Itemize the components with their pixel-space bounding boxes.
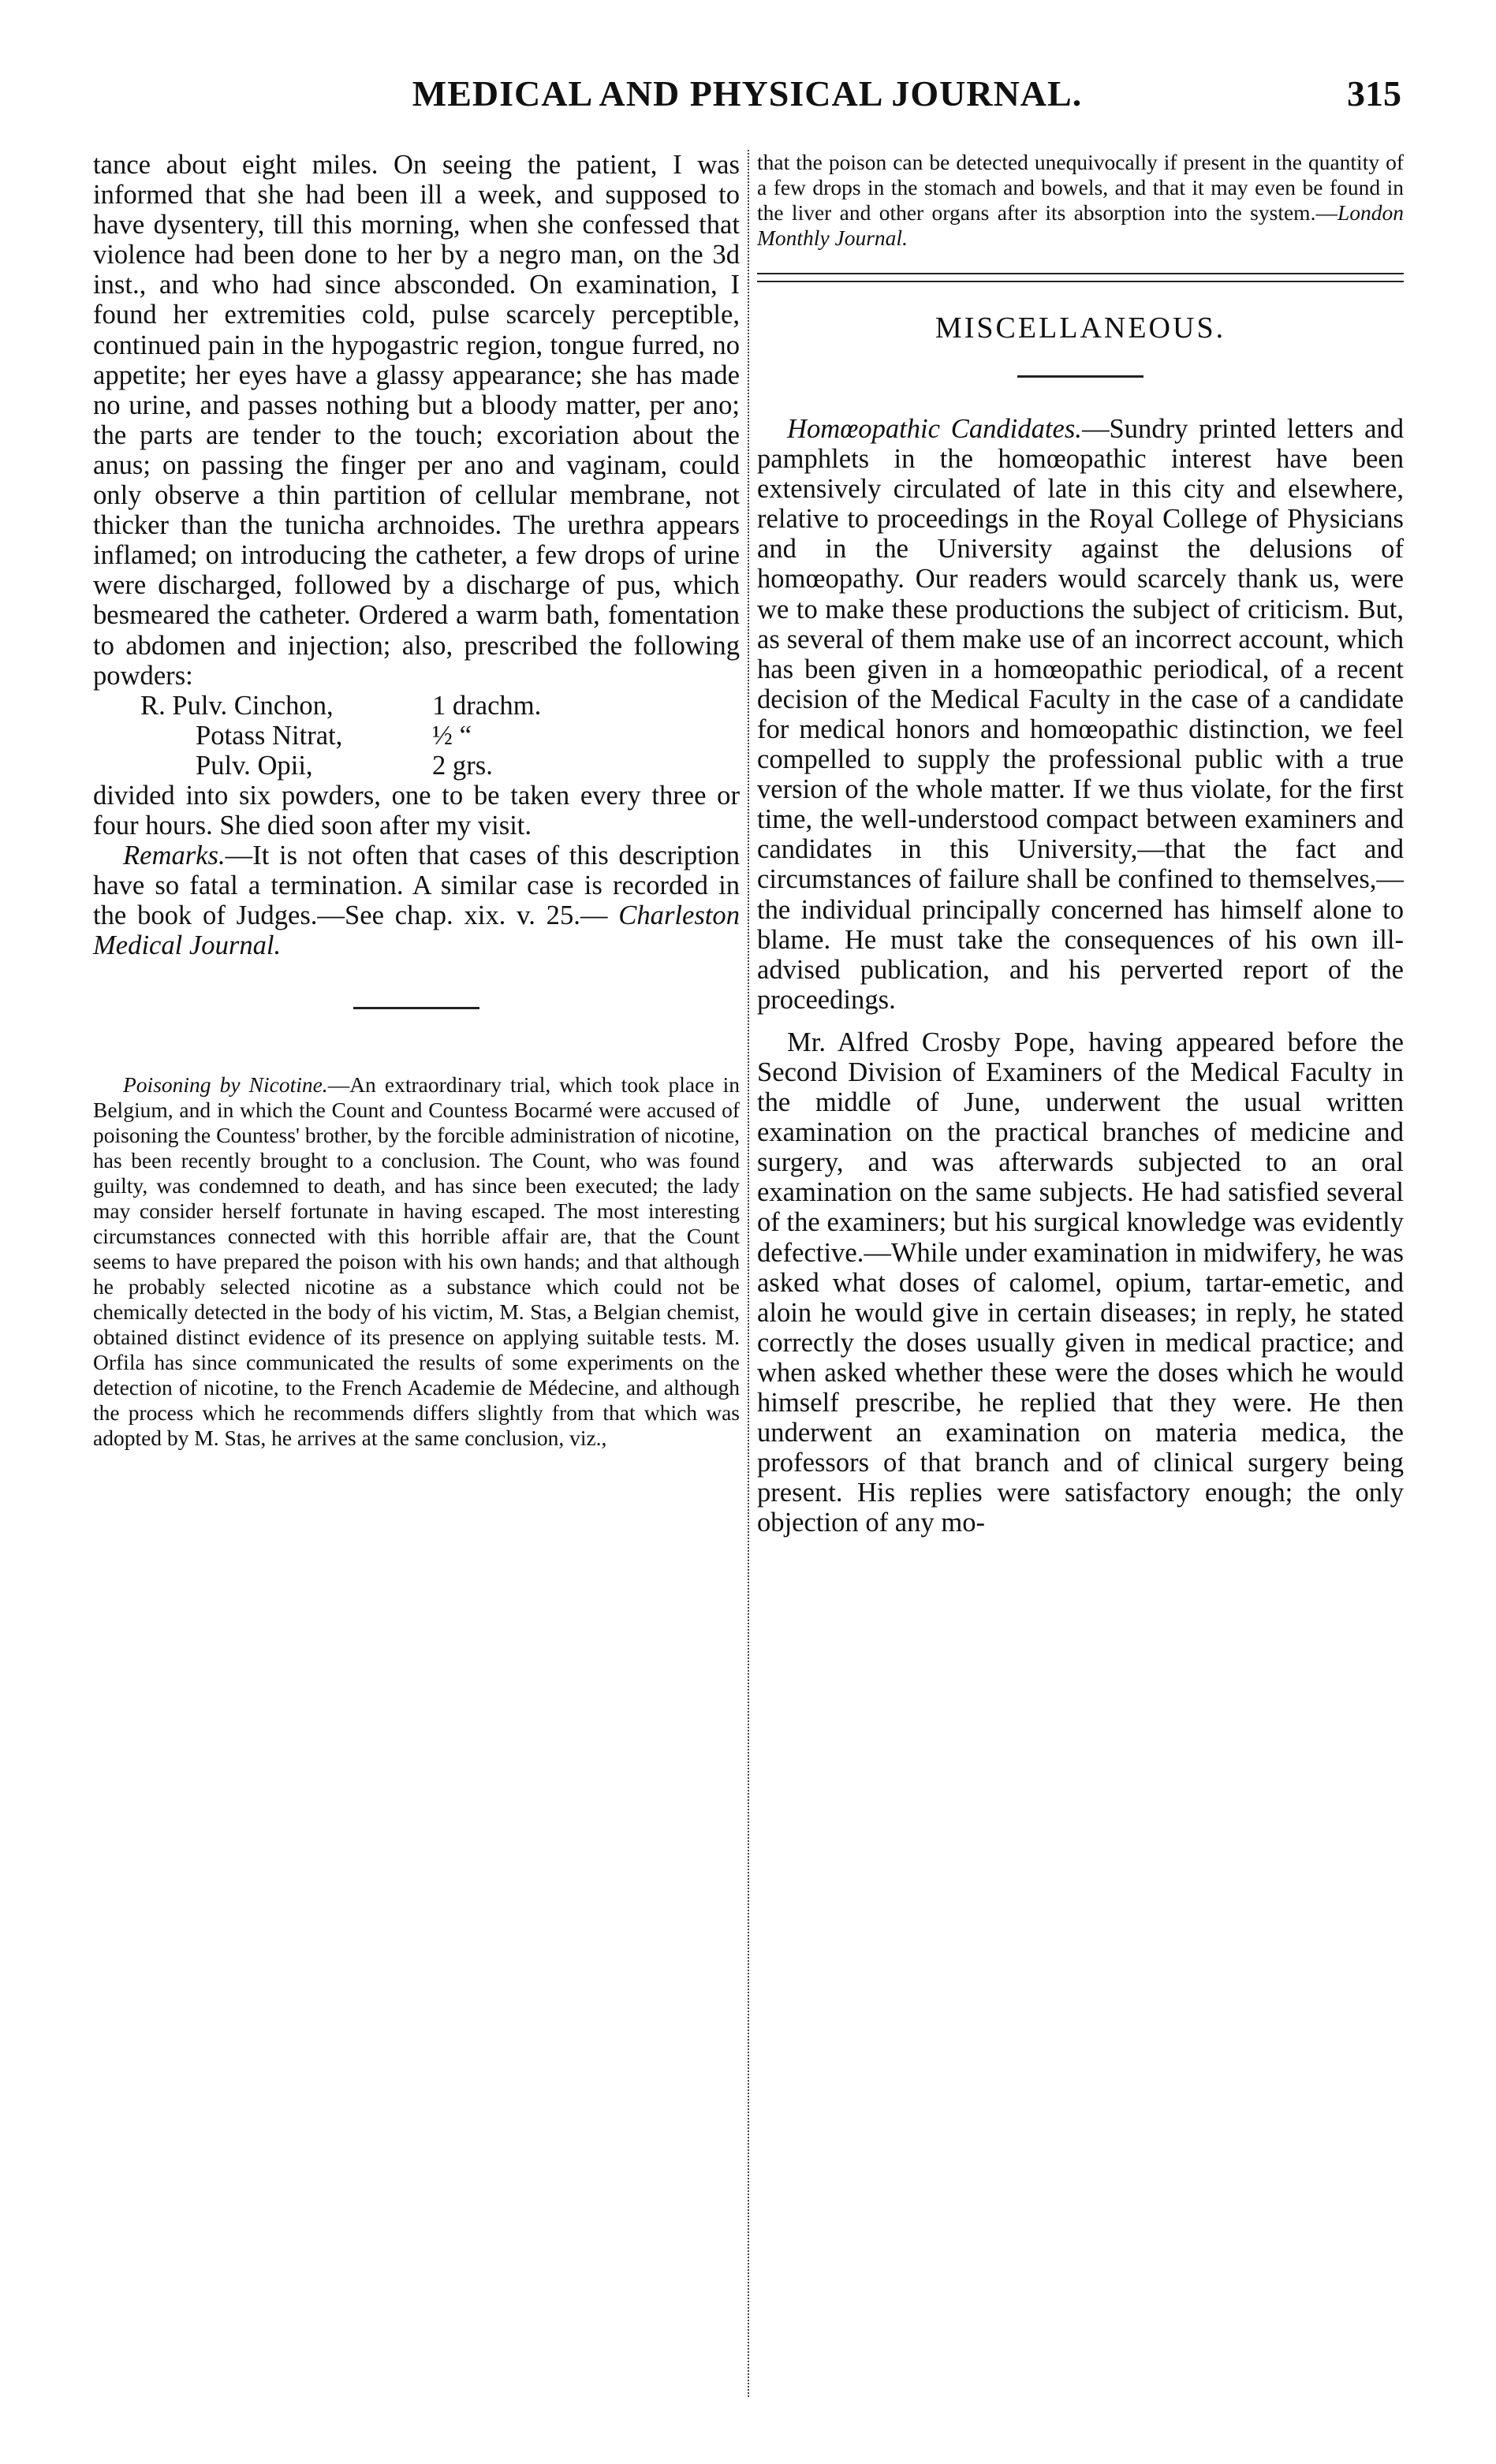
heading-divider: [1017, 375, 1143, 378]
section-heading: MISCELLANEOUS.: [935, 311, 1226, 345]
case-paragraph-2: divided into six powders, one to be taken every three or four hours. She died soon after my visit.: [93, 780, 740, 841]
column-rule: [748, 150, 749, 2397]
remarks-paragraph: [93, 841, 740, 960]
prescription-drug: R. Pulv. Cinchon,: [140, 690, 334, 721]
nicotine-text: —An extraordinary trial, which took place in Belgium, and in which the Count and Countess Bocarmé were accused of poisoning the Countess' brother, by the forcible administration of nicotine, has been recently brought to a conclusion. The Count, who was found guilty, was condemned to death, and has since been executed; the lady may consider herself fortunate in having escaped. The most interesting circumstances connected with this horrible affair are, that the Count seems to have prepared the poison with his own hands; and that although he probably selected nicotine as a substance which could not be chemically detected in the body of his victim, M. Stas, a Belgian chemist, obtained distinct evidence of its presence on applying suitable tests. M. Orfila has since communicated the results of some experiments on the detection of nicotine, to the French Academie de Médecine, and although the process which he recommends differs slightly from that which was adopted by M. Stas, he arrives at the same conclusion, viz.,: [93, 1072, 740, 1450]
nicotine-paragraph: [93, 1072, 740, 1451]
prescription-line: [93, 751, 740, 781]
homoeopathic-paragraph: [757, 414, 1404, 1015]
nicotine-continued-paragraph: [757, 150, 1404, 251]
prescription-dose: 2 grs.: [432, 750, 493, 781]
page-header: [93, 73, 1401, 128]
homoeopathic-title: Homœopathic Candidates.: [787, 414, 1082, 444]
nicotine-continued-text: that the poison can be detected unequivocally if present in the quantity of a few drops in the stomach and bowels, and that it may even be found in the liver and other organs after its absorption into the system.—: [757, 150, 1404, 225]
prescription-dose: ½ “: [432, 720, 472, 751]
case-paragraph-1: tance about eight miles. On seeing the patient, I was informed that she had been ill a week, and supposed to have dysentery, till this morning, when she confessed that violence had been done to her by a negro man, on the 3d inst., and who had since absconded. On examination, I found her extremities cold, pulse scarcely perceptible, continued pain in the hypogastric region, tongue furred, no appetite; her eyes have a glassy appearance; she has made no urine, and passes nothing but a bloody matter, per ano; the parts are tender to the touch; excoriation about the anus; on passing the finger per ano and vaginam, could only observe a thin partition of cellular membrane, not thicker than the tunicha archnoides. The urethra appears inflamed; on introducing the catheter, a few drops of urine were discharged, followed by a discharge of pus, which besmeared the catheter. Ordered a warm bath, fomentation to abdomen and injection; also, prescribed the following powders:: [93, 150, 740, 691]
right-column: [757, 150, 1404, 2401]
section-divider: [353, 1007, 479, 1009]
remarks-text: —It is not often that cases of this description have so fatal a termination. A similar case is recorded in the book of Judges.—See chap. xix. v. 25.—: [93, 841, 740, 931]
prescription-line: [93, 691, 740, 721]
prescription-drug: Potass Nitrat,: [196, 720, 343, 751]
page-number: 315: [1347, 73, 1401, 114]
prescription-drug: Pulv. Opii,: [196, 750, 313, 781]
homoeopathic-text: —Sundry printed letters and pamphlets in the homœopathic interest have been extensively circulated of late in this city and elsewhere, relative to proceedings in the Royal College of Physicians and in the University against the delusions of homœopathy. Our readers would scarcely thank us, were we to make these productions the subject of criticism. But, as several of them make use of an incorrect account, which has been given in a homœopathic periodical, of a recent decision of the Medical Faculty in the case of a candidate for medical honors and homœopathic distinction, we feel compelled to supply the professional public with a true version of the whole matter. If we thus violate, for the first time, the well-understood compact between examiners and candidates in this University,—that the fact and circumstances of failure shall be confined to themselves,—the individual principally concerned has himself alone to blame. He must take the consequences of his own ill-advised publication, and his perverted report of the proceedings.: [757, 414, 1404, 1015]
paragraph-gap: [757, 1015, 1404, 1027]
left-column: [93, 150, 740, 2401]
prescription-dose: 1 drachm.: [432, 690, 542, 721]
nicotine-title: Poisoning by Nicotine.: [123, 1072, 328, 1097]
running-title: MEDICAL AND PHYSICAL JOURNAL.: [412, 73, 1083, 114]
remarks-source: Charleston Medical Journal.: [93, 900, 740, 961]
prescription-line: [93, 721, 740, 751]
remarks-label: Remarks.: [123, 841, 226, 871]
double-rule-divider: [757, 273, 1404, 282]
pope-paragraph: Mr. Alfred Crosby Pope, having appeared before the Second Division of Examiners of the Medical Faculty in the middle of June, underwent the usual written examination on the practical branches of medicine and surgery, and was afterwards subjected to an oral examination on the same subjects. He had satisfied several of the examiners; but his surgical knowledge was evidently defective.—While under examination in midwifery, he was asked what doses of calomel, opium, tartar-emetic, and aloin he would give in certain diseases; in reply, he stated correctly the doses usually given in medical practice; and when asked whether these were the doses which he would himself prescribe, he replied that they were. He then underwent an examination on materia medica, the professors of that branch and of clinical surgery being present. His replies were satisfactory enough; the only objection of any mo-: [757, 1027, 1404, 1538]
prescription: [93, 691, 740, 781]
nicotine-source: London Monthly Journal.: [757, 200, 1404, 250]
